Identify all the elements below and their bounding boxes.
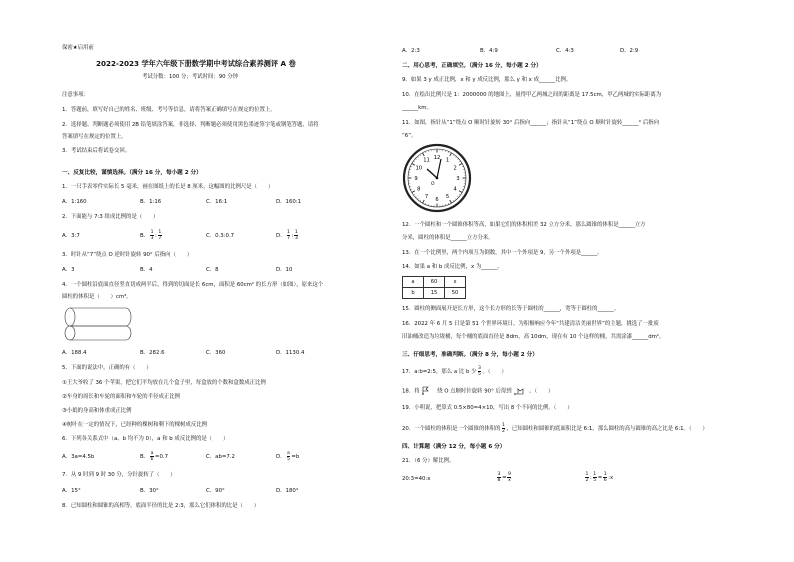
q3-option-a: A．3 <box>62 267 75 273</box>
clock-tick <box>459 191 462 193</box>
question-7: 7．从 9 时到 9 时 30 分，分针旋转了（ ） <box>62 472 176 478</box>
clock-tick <box>459 161 460 162</box>
clock-tick <box>455 156 456 157</box>
q14-table <box>402 276 466 299</box>
half-cylinder-figure <box>62 305 134 343</box>
note-3: 3．考试结束后将试卷交回。 <box>62 148 131 154</box>
clock-figure <box>402 143 472 213</box>
clock-tick <box>462 189 463 190</box>
q8-option-d: D．2:9 <box>620 48 639 54</box>
question-10: 10．在绘出比例尺是 1：2000000 的地图上，量得甲乙两城之间的距离是 17.5cm，甲乙两城的实际距离为 <box>402 92 662 98</box>
clock-tick <box>450 200 452 203</box>
q1-option-d: D．160:1 <box>276 199 302 205</box>
page-title: 2022-2023 学年六年级下册数学期中考试综合素养测评 A 卷 <box>96 59 296 68</box>
q2-option-a: A．3:7 <box>62 233 80 239</box>
question-4b: 圆柱的体积是（ ）cm³。 <box>62 294 132 300</box>
clock-hand-short <box>427 169 437 178</box>
clock-number: 1 <box>445 157 450 164</box>
q2-option-c: C．0.3:0.7 <box>206 233 235 239</box>
q8-option-b: B．4:9 <box>480 48 498 54</box>
q7-option-b: B．30° <box>140 488 159 494</box>
clock-number: 8 <box>417 186 421 193</box>
question-6: 6．下列各关系式中（a、b 均不为 0），a 和 b 成反比例的是（ ） <box>62 436 229 442</box>
clock-tick <box>455 198 456 199</box>
table-cell: 50 <box>445 288 466 299</box>
clock-number: 11 <box>423 157 430 164</box>
q5-statement-4: ④树叶在一定的情况下，已经种的棵树和剩下的棵树成反比例 <box>62 422 207 428</box>
clock-tick <box>420 200 421 201</box>
clock-tick <box>415 196 416 197</box>
exam-meta: 考试分数：100 分；考试时间：90 分钟 <box>142 74 239 80</box>
q5-statement-1: ①王大爷收了 36 个苹果，把它们平均放在几个盒子里，每盒放的个数和盒数成正比例 <box>62 380 266 386</box>
q3-option-d: D．10 <box>276 267 293 273</box>
question-20: 20．一个圆柱的体积是一个圆锥的体积的 $\frac{1}{2}$ ，已知圆柱和圆锥的底面积比是 6:1，那么圆柱的高与圆锥的高之比是 6:1。（ ） <box>402 423 708 434</box>
clock-tick <box>462 166 463 167</box>
question-17: 17．a:b=2:5，那么 a 比 b 少 $\frac{3}{5}$ 。（ ） <box>402 366 507 377</box>
table-cell: 60 <box>424 277 445 288</box>
q3-option-b: B．4 <box>140 267 153 273</box>
table-cell: 15 <box>424 288 445 299</box>
question-16b: 旧油桶改造为垃圾桶，每个桶的底面直径是 8dm，高 10dm，现在有 10 个这样的桶，共需涂漆______dm²。 <box>402 334 665 340</box>
q6-option-a: A．3a=4.5b <box>62 454 95 460</box>
q1-option-b: B．1:16 <box>140 199 162 205</box>
q8-option-a: A．2:3 <box>402 48 420 54</box>
clock-number: 3 <box>456 175 460 182</box>
q2-option-d: D． $\frac{1}{7}$ : $\frac{1}{3}$ <box>276 230 298 241</box>
clock-number: 9 <box>414 175 418 182</box>
note-2b: 答案填写在规定的位置上。 <box>62 134 127 140</box>
clock-number: 6 <box>435 196 439 203</box>
note-2: 2．选择题、判断题必须使用 2B 铅笔填涂答案，非选择、判断题必须使用黑色墨迹签字笔或钢笔答题，请将 <box>62 122 319 128</box>
question-12: 12．一个圆柱和一个圆锥体积等高，如果它们的体积相差 32 立方分米，那么圆锥的体积是______立方 <box>402 222 646 228</box>
question-8: 8．已知圆柱和圆锥的高相等，底面半径的比是 2:3，那么它们体积的比是（ ） <box>62 503 260 509</box>
equation-2: $\frac{3}{8}$ = $\frac{9}{x}$ <box>497 472 511 483</box>
question-21: 21．（6 分）解比例。 <box>402 458 455 464</box>
question-2: 2．下面能与 7:3 组成比例的是（ ） <box>62 214 159 220</box>
q8-option-c: C．4:3 <box>556 48 574 54</box>
table-row <box>403 288 466 299</box>
clock-tick <box>411 189 412 190</box>
clock-number: 5 <box>445 193 450 200</box>
clock-tick <box>423 200 425 203</box>
clock-tick <box>412 164 415 166</box>
q4-option-a: A．188.4 <box>62 350 87 356</box>
clock-tick <box>457 196 458 197</box>
note-1: 1．答题前，填写好自己的姓名、班级、考号等信息，请将答案正确填写在规定的位置上。 <box>62 107 276 113</box>
q6-option-d: D． $\frac{a}{5}$ =b <box>276 451 300 462</box>
q7-option-c: C．90° <box>206 488 225 494</box>
q5-statement-3: ③小娟的身高和体重成正比例 <box>62 408 132 414</box>
section-3-title: 三、仔细思考，准确判断。（满分 8 分，每小题 2 分） <box>402 352 538 358</box>
clock-tick <box>453 200 454 201</box>
question-19: 19．小明说，把算式 0.5×80=4×10，写出 8 个不同的比例。（ ） <box>402 405 573 411</box>
question-12b: 分米，圆柱的体积是______立方分米。 <box>402 235 494 241</box>
question-14: 14．如果 a 和 b 成反比例，x 为______。 <box>402 264 503 270</box>
section-2-title: 二、用心思考，正确填空。（满分 16 分，每小题 2 分） <box>402 63 542 69</box>
clock-tick <box>414 194 415 195</box>
clock-tick <box>459 164 462 166</box>
question-3: 3．时针从“7”绕点 O 逆时针旋转 90° 后指向（ ） <box>62 252 193 258</box>
clock-number: 2 <box>453 165 457 172</box>
q4-option-c: C．360 <box>206 350 226 356</box>
clock-tick <box>418 198 419 199</box>
question-9: 9．如果 3 y 成正比例，x 和 y 成反比例，那么 y 和 x 成______比例。 <box>402 77 572 83</box>
question-16: 16．2022 年 6 月 5 日是第 51 个世界环境日，为积极响应今年“共建清洁美丽世界”的主题，挑选了一批废 <box>402 321 659 327</box>
clock-tick <box>418 156 419 157</box>
clock-number: 12 <box>433 154 441 161</box>
section-1-title: 一、反复比较，谨慎选择。（满分 16 分，每小题 2 分） <box>62 170 202 176</box>
q1-option-c: C．16:1 <box>206 199 228 205</box>
q6-option-b: B． $\frac{a}{b}$ =0.7 <box>140 451 169 462</box>
table-row <box>403 277 466 288</box>
question-4: 4．一个圆柱沿底面直径竖直切成两半后，得到的切面是长 6cm，面积是 60cm² 的长方形（如图），原来这个 <box>62 282 324 288</box>
q4-option-d: D．1130.4 <box>276 350 305 356</box>
q3-option-c: C．8 <box>206 267 219 273</box>
notes-heading: 注意事项： <box>62 92 89 98</box>
clock-tick <box>412 191 415 193</box>
question-10b: ______km。 <box>402 105 432 111</box>
table-cell: a <box>403 277 424 288</box>
question-13: 13．在一个比例里，两个内项互为倒数，其中一个外项是 9，另一个外项是______。 <box>402 250 603 256</box>
table-cell: x <box>445 277 466 288</box>
question-15: 15．圆柱的侧面展开是长方形，这个长方形的长等于圆柱的______，宽等于圆柱的______。 <box>402 306 620 312</box>
q7-option-d: D．180° <box>276 488 299 494</box>
secret-label: 保密★启用前 <box>62 45 94 51</box>
q1-option-a: A．1:160 <box>62 199 87 205</box>
q6-option-c: C．ab=7.2 <box>206 454 235 460</box>
clock-pivot <box>436 177 439 180</box>
clock-tick <box>450 153 452 156</box>
clock-tick <box>453 155 454 156</box>
flag-shape-icon <box>421 386 435 396</box>
clock-tick <box>411 166 412 167</box>
question-18: 18．将 绕 O 点顺时针旋转 90° 后得到 。（ ） <box>402 386 553 396</box>
clock-hand-long <box>437 159 441 178</box>
equation-3: $\frac{1}{2}$ : $\frac{1}{5}$ = $\frac{1}{6}$ :x <box>585 472 614 483</box>
clock-number: 4 <box>453 186 457 193</box>
question-11b: “6”。 <box>402 133 417 139</box>
question-1: 1．一只手表零件实际长 5 毫米，画在图纸上的长是 8 厘米。这幅图的比例尺是（ ） <box>62 184 274 190</box>
table-cell: b <box>403 288 424 299</box>
clock-tick <box>423 153 425 156</box>
equation-1: 20:3=40:x <box>402 476 431 482</box>
clock-tick <box>420 155 421 156</box>
rotated-shape-icon <box>513 386 527 396</box>
clock-tick <box>448 152 449 153</box>
section-4-title: 四、计算题（满分 12 分，每小题 6 分） <box>402 444 506 450</box>
clock-tick <box>414 161 415 162</box>
clock-tick <box>425 203 426 204</box>
q2-option-b: B． $\frac{1}{3}$ : $\frac{1}{7}$ <box>140 230 162 241</box>
q7-option-a: A．15° <box>62 488 81 494</box>
clock-center-label: O <box>431 182 435 187</box>
clock-tick <box>425 152 426 153</box>
clock-tick <box>448 203 449 204</box>
clock-number: 10 <box>415 165 423 172</box>
clock-tick <box>459 194 460 195</box>
q5-statement-2: ②车身的周长和车轮的面积和车轮的半径成正比例 <box>62 394 181 400</box>
clock-tick <box>457 159 458 160</box>
question-5: 5．下面的说法中，正确的有（ ） <box>62 365 152 371</box>
clock-number: 7 <box>424 193 429 200</box>
question-11: 11．如图，指针从“1”绕点 O 顺时针旋转 30° 后指向______；指针从“1”绕点 O 顺时针旋转______° 后指向 <box>402 120 660 126</box>
clock-tick <box>415 159 416 160</box>
q4-option-b: B．282.6 <box>140 350 165 356</box>
